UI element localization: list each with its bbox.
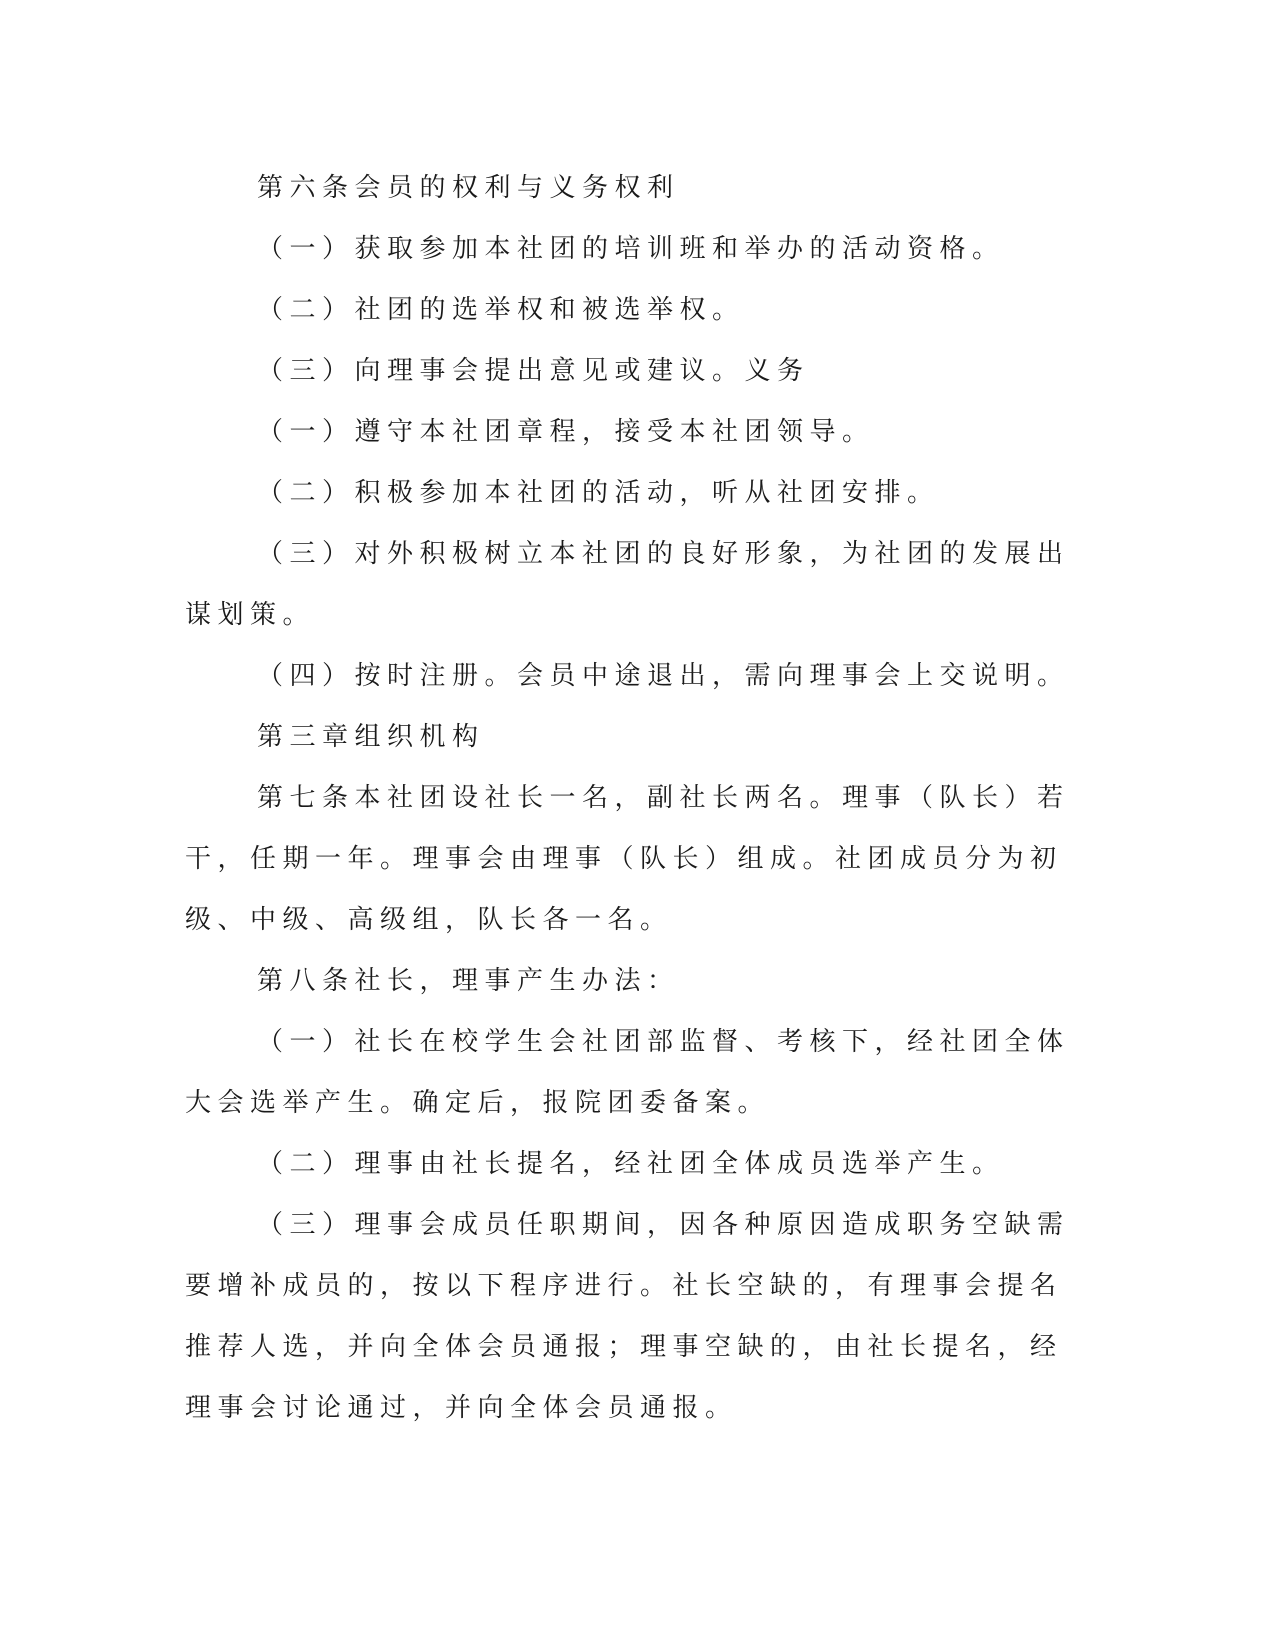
document-body <box>185 158 1085 1439</box>
duty-item-3: （三）对外积极树立本社团的良好形象，为社团的发展出谋划策。 <box>185 539 1070 630</box>
article-6-heading: 第六条会员的权利与义务权利 <box>257 173 680 203</box>
chapter-3-heading: 第三章组织机构 <box>257 722 485 752</box>
article-8-heading: 第八条社长，理事产生办法： <box>257 966 680 996</box>
article-8-item-3: （三）理事会成员任职期间，因各种原因造成职务空缺需要增补成员的，按以下程序进行。社长空缺的，有理事会提名推荐人选，并向全体会员通报；理事空缺的，由社长提名，经理事会讨论通过，并向全体会员通报。 <box>185 1210 1070 1423</box>
right-item-1: （一）获取参加本社团的培训班和举办的活动资格。 <box>257 234 1005 264</box>
duty-item-1: （一）遵守本社团章程，接受本社团领导。 <box>257 417 875 447</box>
duty-item-2: （二）积极参加本社团的活动，听从社团安排。 <box>257 478 940 508</box>
article-7-paragraph: 第七条本社团设社长一名，副社长两名。理事（队长）若干，任期一年。理事会由理事（队长）组成。社团成员分为初级、中级、高级组，队长各一名。 <box>185 783 1070 935</box>
right-item-3: （三）向理事会提出意见或建议。义务 <box>257 356 810 386</box>
article-8-item-2: （二）理事由社长提名，经社团全体成员选举产生。 <box>257 1149 1005 1179</box>
article-8-item-1: （一）社长在校学生会社团部监督、考核下，经社团全体大会选举产生。确定后，报院团委备案。 <box>185 1027 1070 1118</box>
duty-item-4: （四）按时注册。会员中途退出，需向理事会上交说明。 <box>257 661 1070 691</box>
right-item-2: （二）社团的选举权和被选举权。 <box>257 295 745 325</box>
